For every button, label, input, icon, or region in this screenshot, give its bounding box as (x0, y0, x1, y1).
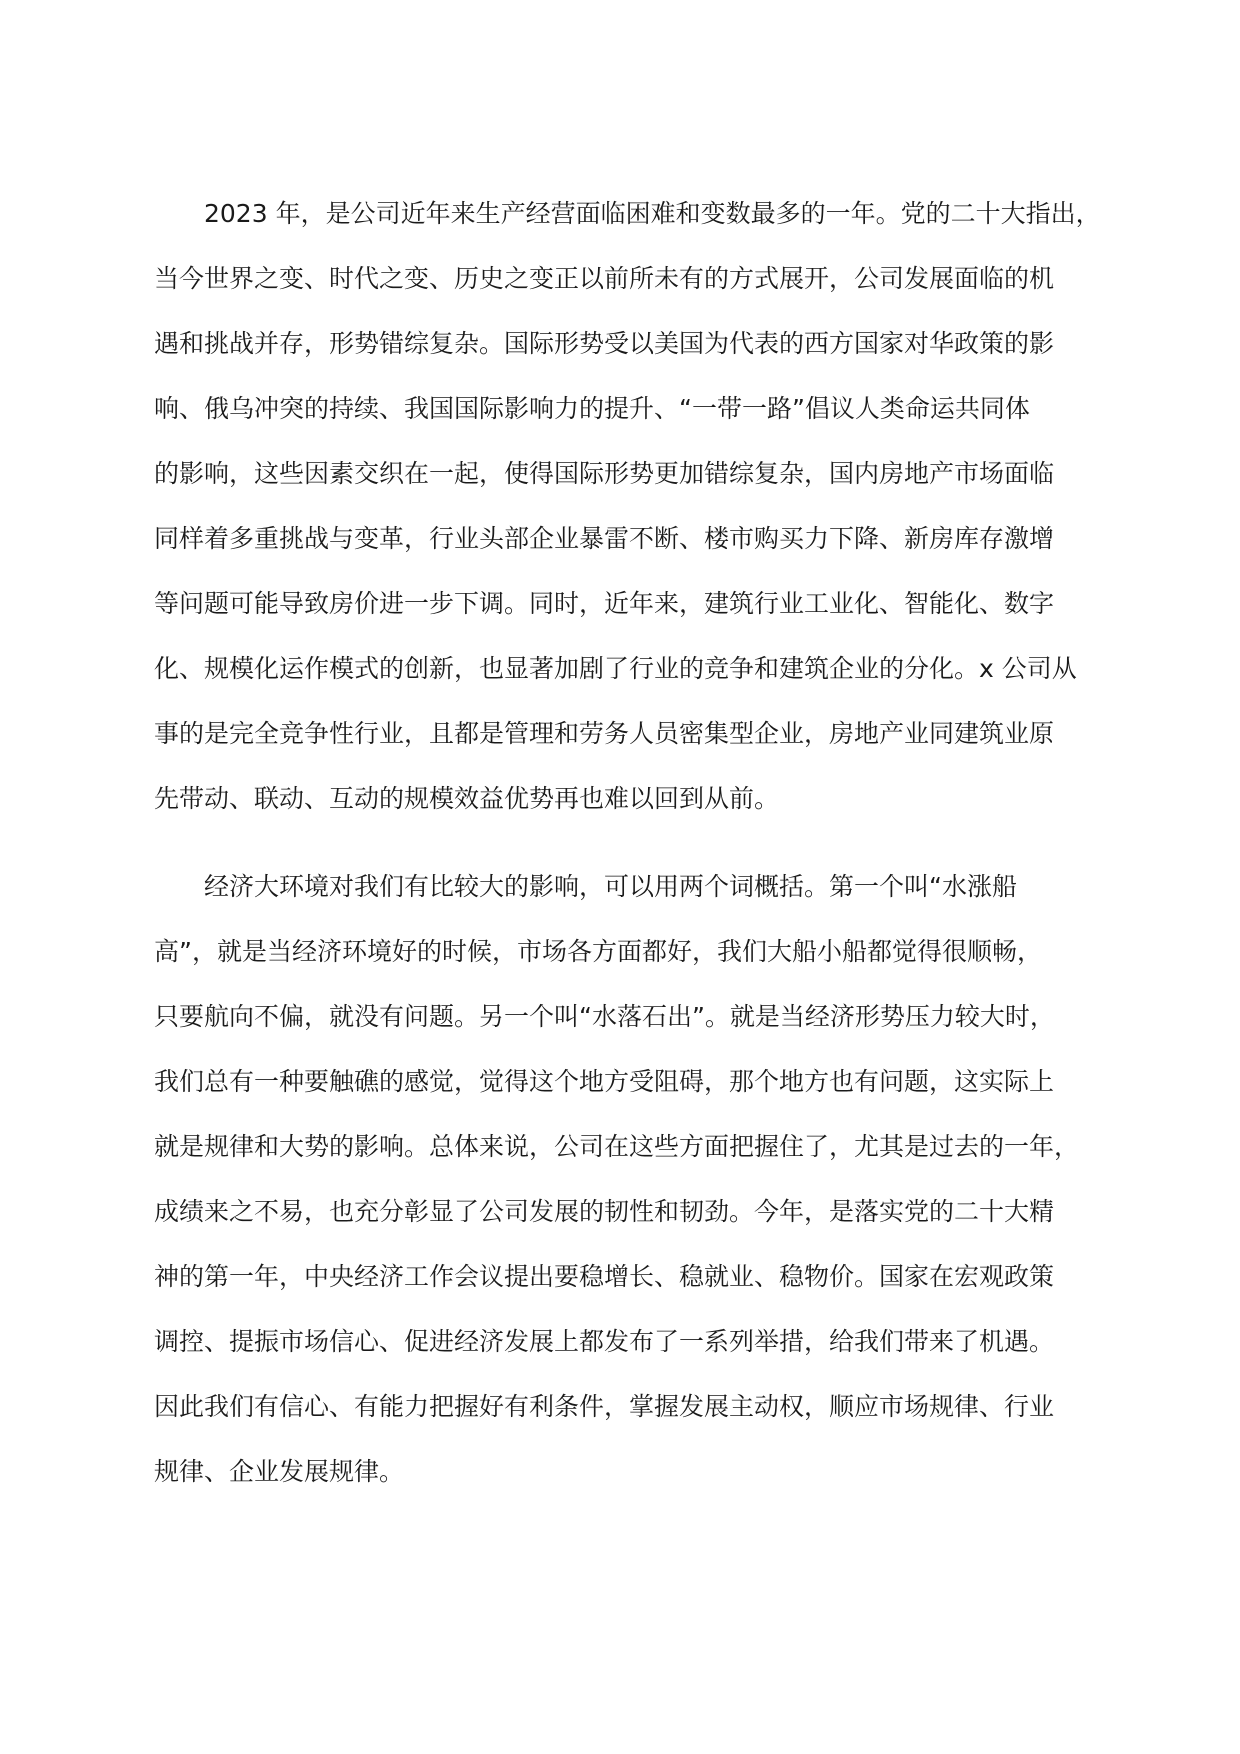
paragraph-line: 神的第一年，中央经济工作会议提出要稳增长、稳就业、稳物价。国家在宏观政策 (154, 1262, 1055, 1291)
paragraph-line: 2023 年，是公司近年来生产经营面临困难和变数最多的一年。党的二十大指出， (204, 199, 1101, 228)
paragraph-line: 等问题可能导致房价进一步下调。同时，近年来，建筑行业工业化、智能化、数字 (154, 589, 1055, 618)
paragraph-line: 规律、企业发展规律。 (154, 1457, 405, 1486)
paragraph-line: 同样着多重挑战与变革，行业头部企业暴雷不断、楼市购买力下降、新房库存激增 (154, 524, 1055, 553)
paragraph-line: 就是规律和大势的影响。总体来说，公司在这些方面把握住了，尤其是过去的一年， (154, 1132, 1080, 1161)
paragraph-line: 高”，就是当经济环境好的时候，市场各方面都好，我们大船小船都觉得很顺畅， (154, 937, 1042, 966)
paragraph-line: 的影响，这些因素交织在一起，使得国际形势更加错综复杂，国内房地产市场面临 (154, 459, 1055, 488)
paragraph-line: 响、俄乌冲突的持续、我国国际影响力的提升、“一带一路”倡议人类命运共同体 (154, 394, 1030, 423)
paragraph-line: 因此我们有信心、有能力把握好有利条件，掌握发展主动权，顺应市场规律、行业 (154, 1392, 1055, 1421)
document-body (154, 181, 1101, 1504)
paragraph-line: 成绩来之不易，也充分彰显了公司发展的韧性和韧劲。今年，是落实党的二十大精 (154, 1197, 1055, 1226)
paragraph-line: 调控、提振市场信心、促进经济发展上都发布了一系列举措，给我们带来了机遇。 (154, 1327, 1055, 1356)
paragraph-line: 化、规模化运作模式的创新，也显著加剧了行业的竞争和建筑企业的分化。x 公司从 (154, 654, 1077, 683)
paragraph-line: 经济大环境对我们有比较大的影响，可以用两个词概括。第一个叫“水涨船 (204, 872, 1017, 901)
paragraph-line: 事的是完全竞争性行业，且都是管理和劳务人员密集型企业，房地产业同建筑业原 (154, 719, 1055, 748)
paragraph-line: 遇和挑战并存，形势错综复杂。国际形势受以美国为代表的西方国家对华政策的影 (154, 329, 1055, 358)
paragraph-line: 只要航向不偏，就没有问题。另一个叫“水落石出”。就是当经济形势压力较大时， (154, 1002, 1055, 1031)
paragraph-2 (154, 854, 1094, 1504)
paragraph-line: 当今世界之变、时代之变、历史之变正以前所未有的方式展开，公司发展面临的机 (154, 264, 1055, 293)
paragraph-line: 我们总有一种要触礁的感觉，觉得这个地方受阻碍，那个地方也有问题，这实际上 (154, 1067, 1055, 1096)
paragraph-spacer (154, 831, 1094, 854)
paragraph-1 (154, 181, 1101, 831)
paragraph-line: 先带动、联动、互动的规模效益优势再也难以回到从前。 (154, 784, 780, 813)
